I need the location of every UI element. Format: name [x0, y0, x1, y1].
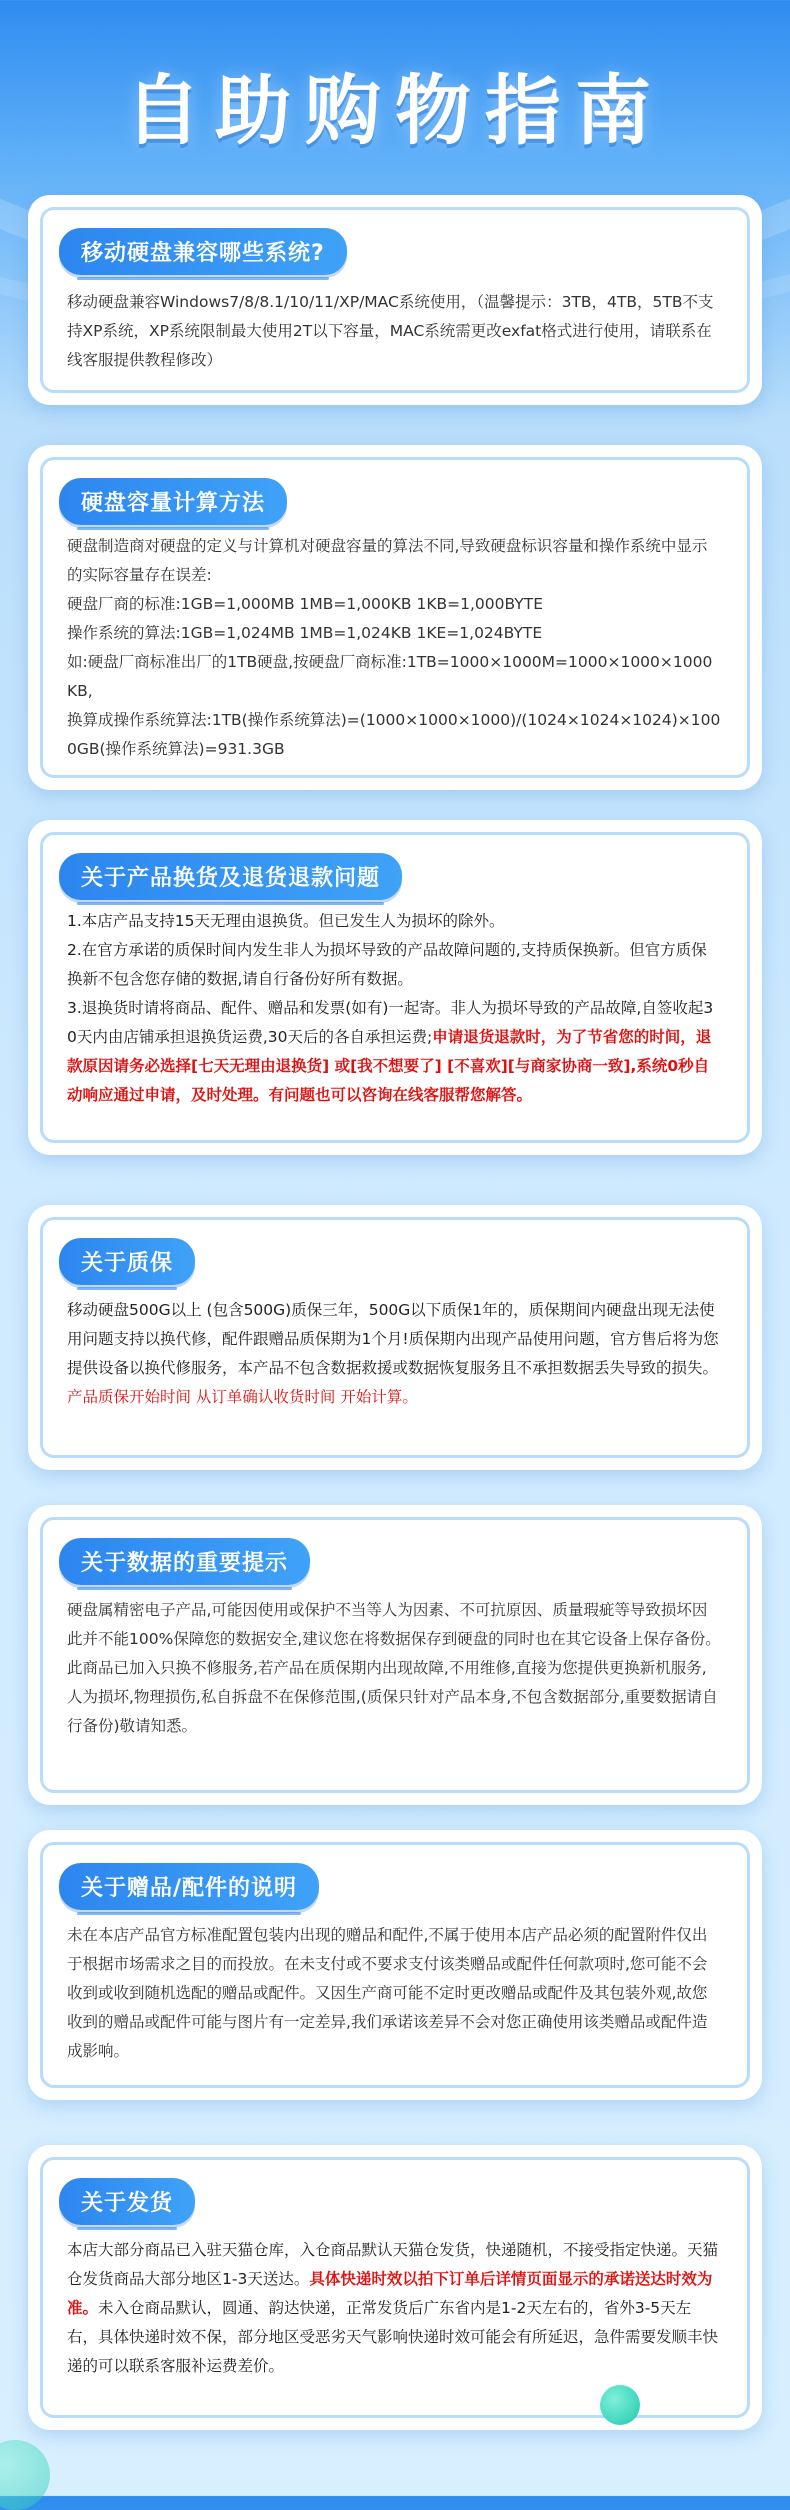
section-shipping — [28, 2145, 762, 2430]
text-line: 移动硬盘500G以上 (包含500G)质保三年，500G以下质保1年的，质保期间内硬盘出现无法使用问题支持以换代修，配件跟赠品质保期为1个月!质保期内出现产品使用问题，官方售后将为您提供设备以换代修服务，本产品不包含数据救援或数据恢复服务且不承担数据丢失导致的损失。 — [67, 1301, 719, 1377]
section-text — [67, 2232, 721, 2381]
section-text: 移动硬盘兼容Windows7/8/8.1/10/11/XP/MAC系统使用，（温馨提示：3TB，4TB，5TB不支持XP系统，XP系统限制最大使用2T以下容量，MAC系统需更改exfat格式进行使用，请联系在线客服提供教程修改） — [67, 293, 714, 369]
text-line: 本店大部分商品已入驻天猫仓库，入仓商品默认天猫仓发货，快递随机，不接受指定快递。天猫仓发货商品大部分地区1-3天送达。 — [67, 2241, 719, 2288]
list-item: 3.退换货时请将商品、配件、赠品和发票(如有)一起寄。非人为损坏导致的产品故障,自签收起30天内由店铺承担退换货运费,30天后的各自承担运费; — [67, 999, 714, 1046]
section-title: 关于产品换货及退货退款问题 — [59, 853, 402, 900]
highlight-text: 申请退货退款时，为了节省您的时间，退款原因请务必选择[七天无理由退换货] 或[我不想要了] [不喜欢][与商家协商一致],系统0秒自动响应通过申请，及时处理。有问题也可以咨询在线客服帮您解答。 — [67, 1028, 712, 1104]
list-item: 1.本店产品支持15天无理由退换货。但已发生人为损坏的除外。 — [67, 912, 505, 930]
decoration-circle — [0, 2440, 50, 2510]
text-line: 硬盘厂商的标准:1GB=1,000MB 1MB=1,000KB 1KB=1,000BYTE — [67, 595, 544, 613]
text-line: 硬盘制造商对硬盘的定义与计算机对硬盘容量的算法不同,导致硬盘标识容量和操作系统中显示的实际容量存在误差: — [67, 537, 708, 584]
text-line: 未入仓商品默认，圆通、韵达快递，正常发货后广东省内是1-2天左右的，省外3-5天左右，具体快递时效不保，部分地区受恶劣天气影响快递时效可能会有所延迟，急件需要发顺丰快递的可以联系客服补运费差价。 — [67, 2299, 719, 2375]
section-title: 关于数据的重要提示 — [59, 1538, 310, 1585]
section-compat — [28, 195, 762, 405]
section-text — [67, 532, 721, 764]
section-capacity — [28, 445, 762, 790]
section-text — [67, 1292, 721, 1412]
section-text — [67, 907, 721, 1110]
section-warranty — [28, 1205, 762, 1470]
decoration-circle — [600, 2385, 640, 2425]
section-title: 关于发货 — [59, 2178, 195, 2225]
section-gifts — [28, 1830, 762, 2100]
text-line: 操作系统的算法:1GB=1,024MB 1MB=1,024KB 1KE=1,024BYTE — [67, 624, 543, 642]
section-data — [28, 1505, 762, 1805]
header — [0, 0, 790, 190]
highlight-text: 产品质保开始时间 从订单确认收货时间 开始计算。 — [67, 1388, 418, 1406]
list-item: 2.在官方承诺的质保时间内发生非人为损坏导致的产品故障问题的,支持质保换新。但官方质保换新不包含您存储的数据,请自行备份好所有数据。 — [67, 941, 707, 988]
section-text: 未在本店产品官方标准配置包装内出现的赠品和配件,不属于使用本店产品必须的配置附件仅出于根据市场需求之目的而投放。在未支付或不要求支付该类赠品或配件任何款项时,您可能不会收到或收到随机选配的赠品或配件。又因生产商可能不定时更改赠品或配件及其包装外观,故您收到的赠品或配件可能与图片有一定差异,我们承诺该差异不会对您正确使用该类赠品或配件造成影响。 — [67, 1926, 708, 2060]
highlight-text: 具体快递时效以拍下订单后详情页面显示的承诺送达时效为准。 — [67, 2270, 713, 2317]
section-title: 关于赠品/配件的说明 — [59, 1863, 319, 1910]
section-title: 移动硬盘兼容哪些系统? — [59, 228, 347, 275]
page-title: 自助购物指南 — [125, 65, 665, 155]
section-title: 关于质保 — [59, 1238, 195, 1285]
section-text: 硬盘属精密电子产品,可能因使用或保护不当等人为因素、不可抗原因、质量瑕疵等导致损坏因此并不能100%保障您的数据安全,建议您在将数据保存到硬盘的同时也在其它设备上保存备份。此商品已加入只换不修服务,若产品在质保期内出现故障,不用维修,直接为您提供更换新机服务,人为损坏,物理损伤,私自拆盘不在保修范围,(质保只针对产品本身,不包含数据部分,重要数据请自行备份)敬请知悉。 — [67, 1601, 721, 1735]
section-title: 硬盘容量计算方法 — [59, 478, 287, 525]
text-line: 如:硬盘厂商标准出厂的1TB硬盘,按硬盘厂商标准:1TB=1000×1000M=1000×1000×1000KB, — [67, 653, 713, 700]
text-line: 换算成操作系统算法:1TB(操作系统算法)=(1000×1000×1000)/(1024×1024×1024)×1000GB(操作系统算法)=931.3GB — [67, 711, 721, 758]
section-returns — [28, 820, 762, 1155]
